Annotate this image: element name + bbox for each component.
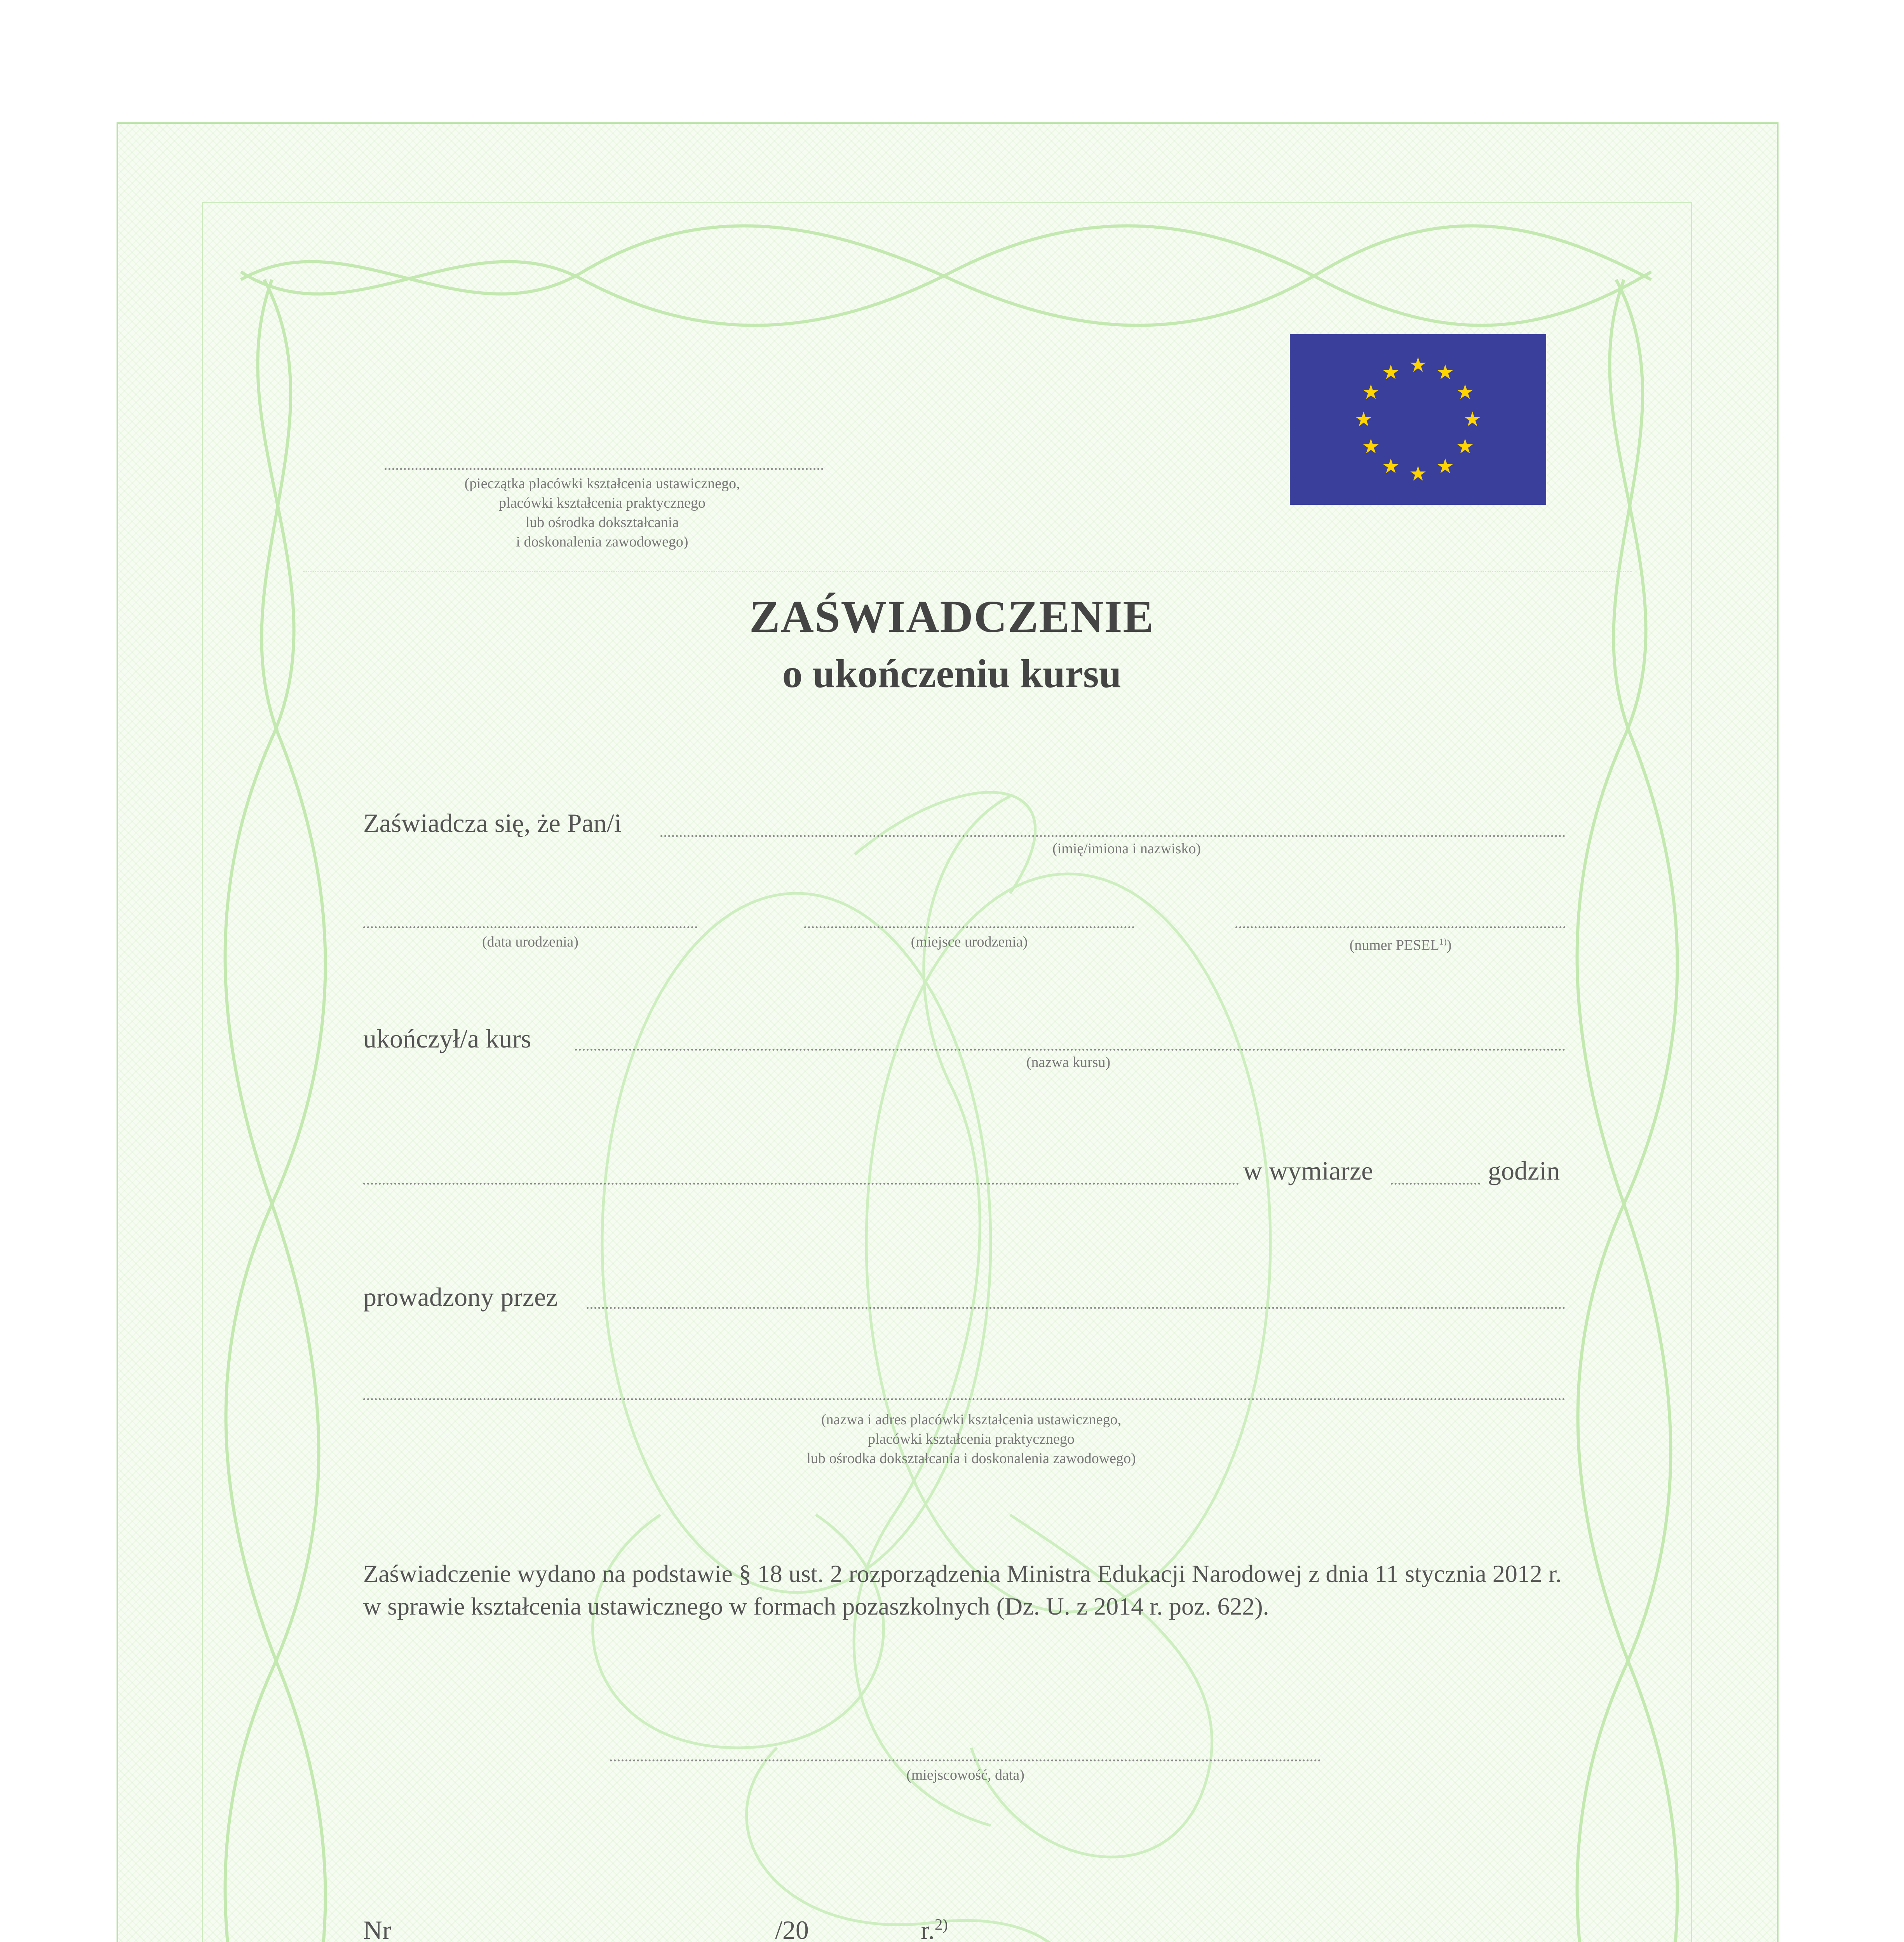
conducted-label: prowadzony przez [363, 1282, 558, 1312]
eu-flag-icon [1290, 334, 1546, 505]
place-date-caption: (miejscowość, data) [906, 1767, 1024, 1783]
pesel-field[interactable] [1235, 926, 1566, 928]
flag-star-icon: ★ [1362, 381, 1380, 404]
birth-place-caption: (miejsce urodzenia) [911, 934, 1028, 950]
birth-date-field[interactable] [363, 926, 697, 928]
course-name-field-2[interactable] [363, 1183, 1239, 1185]
course-label: ukończył/a kurs [363, 1024, 531, 1053]
name-caption: (imię/imiona i nazwisko) [1052, 840, 1201, 857]
legal-line-1: Zaświadczenie wydano na podstawie § 18 ust. 2 rozporządzenia Ministra Edukacji Narodowej z dnia 11 stycznia 2012 r. [363, 1560, 1562, 1587]
course-name-field[interactable] [575, 1049, 1566, 1051]
flag-star-icon: ★ [1409, 353, 1427, 377]
hours-label: w wymiarze [1243, 1156, 1373, 1185]
number-suffix: r.$^{2)}$ [921, 1915, 948, 1942]
flag-star-icon: ★ [1381, 455, 1400, 479]
certify-label: Zaświadcza się, że Pan/i [363, 808, 622, 838]
legal-line-2: w sprawie kształcenia ustawicznego w formach pozaszkolnych (Dz. U. z 2014 r. poz. 622). [363, 1592, 1269, 1620]
flag-star-icon: ★ [1409, 462, 1427, 486]
institution-caption: (nazwa i adres placówki kształcenia ustawicznego, placówki kształcenia praktycznego lub ośrodka dokształcania i doskonalenia zawodowego) [807, 1411, 1136, 1467]
number-year-prefix: /20 [775, 1915, 809, 1942]
birth-place-field[interactable] [804, 926, 1134, 928]
pesel-caption: (numer PESEL$^{1)}$) [1349, 937, 1452, 954]
flag-star-icon: ★ [1436, 360, 1455, 384]
flag-star-icon: ★ [1362, 435, 1380, 458]
flag-star-icon: ★ [1436, 455, 1455, 479]
institution-field[interactable] [587, 1307, 1566, 1309]
place-date-field[interactable] [610, 1759, 1321, 1761]
flag-star-icon: ★ [1381, 360, 1400, 384]
flag-star-icon: ★ [1463, 408, 1482, 431]
number-prefix: Nr [363, 1915, 391, 1942]
flag-star-icon: ★ [1354, 408, 1373, 431]
institution-field-2[interactable] [363, 1398, 1566, 1400]
stamp-caption: (pieczątka placówki kształcenia ustawicznego, placówki kształcenia praktycznego lub ośrodka dokształcania i doskonalenia zawodowego) [464, 475, 740, 550]
name-field[interactable] [660, 835, 1566, 837]
hours-unit: godzin [1488, 1156, 1560, 1185]
flag-star-icon: ★ [1456, 381, 1474, 404]
hours-field[interactable] [1391, 1183, 1480, 1185]
page-title: ZAŚWIADCZENIE [749, 591, 1155, 642]
header-rule [303, 571, 1632, 572]
course-caption: (nazwa kursu) [1026, 1054, 1111, 1070]
flag-star-icon: ★ [1456, 435, 1474, 458]
page-subtitle: o ukończeniu kursu [782, 651, 1122, 696]
stamp-line[interactable] [385, 468, 824, 470]
birth-date-caption: (data urodzenia) [482, 934, 578, 950]
